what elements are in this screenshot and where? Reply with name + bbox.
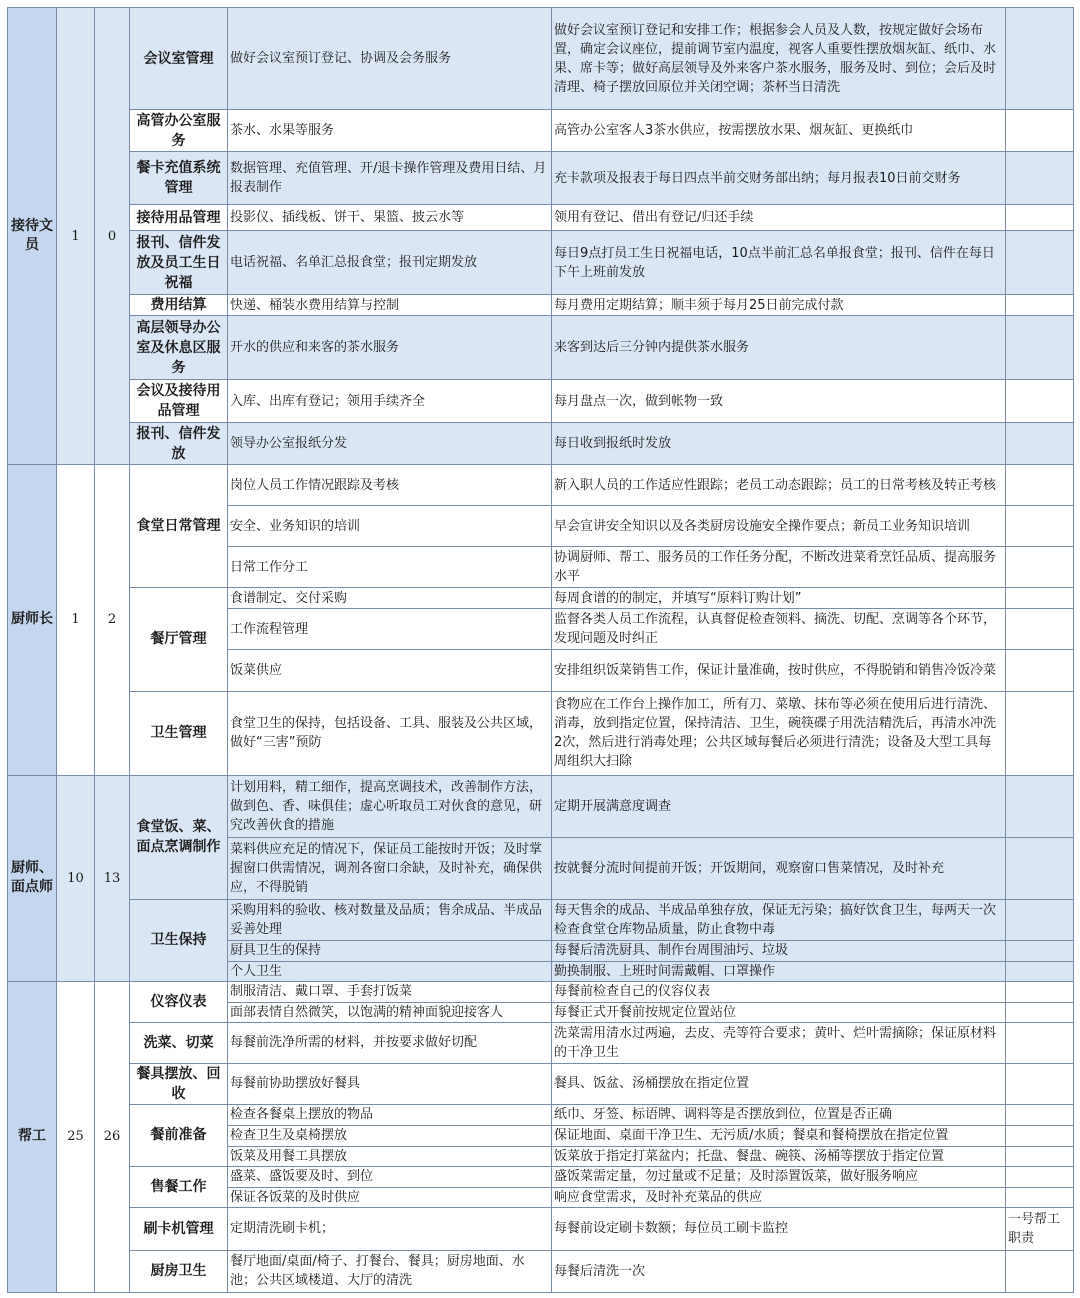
task-cell: 制服清洁、戴口罩、手套打饭菜 [228, 981, 552, 1002]
headcount-cell: 10 [57, 775, 95, 981]
note-cell [1006, 1002, 1074, 1022]
task-cell: 饭菜及用餐工具摆放 [228, 1146, 552, 1166]
category-cell: 接待用品管理 [130, 205, 228, 231]
category-cell: 报刊、信件发放及员工生日祝福 [130, 231, 228, 295]
requirement-cell: 监督各类人员工作流程，认真督促检查领料、摘洗、切配、烹调等各个环节，发现问题及时纠正 [552, 609, 1006, 650]
table-row [8, 1022, 1074, 1063]
table-row [8, 1063, 1074, 1104]
requirement-cell: 每餐后清洗一次 [552, 1250, 1006, 1292]
task-cell: 做好会议室预订登记、协调及会务服务 [228, 8, 552, 110]
requirement-cell: 高管办公室客人3茶水供应，按需摆放水果、烟灰缸、更换纸巾 [552, 110, 1006, 152]
note-cell [1006, 547, 1074, 588]
note-cell [1006, 110, 1074, 152]
requirement-cell: 来客到达后三分钟内提供茶水服务 [552, 316, 1006, 380]
requirement-cell: 安排组织饭菜销售工作，保证计量准确，按时供应，不得脱销和销售冷饭冷菜 [552, 650, 1006, 691]
category-cell: 售餐工作 [130, 1166, 228, 1207]
category-cell: 卫生管理 [130, 691, 228, 775]
role-cell: 厨师长 [8, 465, 57, 775]
note-cell [1006, 465, 1074, 506]
category-cell: 刷卡机管理 [130, 1207, 228, 1250]
requirement-cell: 领用有登记、借出有登记/归还手续 [552, 205, 1006, 231]
requirement-cell: 洗菜需用清水过两遍，去皮、壳等符合要求；黄叶、烂叶需摘除；保证原材料的干净卫生 [552, 1022, 1006, 1063]
table-row [8, 775, 1074, 837]
note-cell [1006, 1166, 1074, 1187]
note-cell [1006, 1146, 1074, 1166]
note-cell [1006, 775, 1074, 837]
task-cell: 每餐前协助摆放好餐具 [228, 1063, 552, 1104]
task-cell: 每餐前洗净所需的材料，并按要求做好切配 [228, 1022, 552, 1063]
task-cell: 保证各饭菜的及时供应 [228, 1187, 552, 1207]
requirement-cell: 每餐正式开餐前按规定位置站位 [552, 1002, 1006, 1022]
note-cell [1006, 961, 1074, 981]
requirement-cell: 每周食谱的的制定，并填写“原料订购计划” [552, 588, 1006, 609]
task-cell: 领导办公室报纸分发 [228, 423, 552, 465]
category-cell: 餐前准备 [130, 1104, 228, 1166]
table-row [8, 899, 1074, 940]
table-row [8, 295, 1074, 316]
note-cell [1006, 899, 1074, 940]
role-cell: 厨师、面点师 [8, 775, 57, 981]
requirement-cell: 定期开展满意度调查 [552, 775, 1006, 837]
note-cell [1006, 588, 1074, 609]
requirement-cell: 饭菜放于指定打菜盆内；托盘、餐盘、碗筷、汤桶等摆放于指定位置 [552, 1146, 1006, 1166]
task-cell: 菜料供应充足的情况下，保证员工能按时开饭；及时掌握窗口供需情况，调剂各窗口余缺，及时补充，确保供应，不得脱销 [228, 837, 552, 899]
headcount-cell: 1 [57, 465, 95, 775]
table-row [8, 423, 1074, 465]
task-cell: 计划用料，精工细作，提高烹调技术，改善制作方法，做到色、香、味俱佳；虚心听取员工对伙食的意见，研究改善伙食的措施 [228, 775, 552, 837]
task-cell: 餐厅地面/桌面/椅子、打餐台、餐具；厨房地面、水池；公共区域楼道、大厅的清洗 [228, 1250, 552, 1292]
table-row [8, 380, 1074, 423]
role-cell: 接待文员 [8, 8, 57, 465]
note-cell [1006, 1104, 1074, 1125]
requirement-cell: 协调厨师、帮工、服务员的工作任务分配，不断改进菜肴烹饪品质、提高服务水平 [552, 547, 1006, 588]
table-row [8, 1250, 1074, 1292]
task-cell: 盛菜、盛饭要及时、到位 [228, 1166, 552, 1187]
note-cell [1006, 295, 1074, 316]
note-cell [1006, 609, 1074, 650]
task-cell: 个人卫生 [228, 961, 552, 981]
note-cell [1006, 231, 1074, 295]
requirement-cell: 食物应在工作台上操作加工，所有刀、菜墩、抹布等必须在使用后进行清洗、消毒，放到指定位置，保持清洁、卫生，碗筷碟子用洗洁精洗后，再清水冲洗2次，然后进行消毒处理；公共区域每餐后必须进行清洗；设备及大型工具每周组织大扫除 [552, 691, 1006, 775]
task-cell: 日常工作分工 [228, 547, 552, 588]
role-cell: 帮工 [8, 981, 57, 1292]
task-cell: 食谱制定、交付采购 [228, 588, 552, 609]
note-cell [1006, 205, 1074, 231]
note-cell [1006, 940, 1074, 961]
task-cell: 工作流程管理 [228, 609, 552, 650]
task-cell: 食堂卫生的保持，包括设备、工具、服装及公共区域，做好“三害”预防 [228, 691, 552, 775]
note-cell [1006, 837, 1074, 899]
task-cell: 面部表情自然微笑，以饱满的精神面貌迎接客人 [228, 1002, 552, 1022]
requirement-cell: 做好会议室预订登记和安排工作；根据参会人员及人数，按规定做好会场布置，确定会议座位，提前调节室内温度，视客人重要性摆放烟灰缸、纸巾、水果、席卡等；做好高层领导及外来客户茶水服务，服务及时、到位；会后及时清理、椅子摆放回原位并关闭空调；茶杯当日清洗 [552, 8, 1006, 110]
category-cell: 餐卡充值系统管理 [130, 152, 228, 205]
task-cell: 厨具卫生的保持 [228, 940, 552, 961]
table-row [8, 231, 1074, 295]
requirement-cell: 每天售余的成品、半成品单独存放，保证无污染；搞好饮食卫生，每两天一次检查食堂仓库物品质量，防止食物中毒 [552, 899, 1006, 940]
requirement-cell: 保证地面、桌面干净卫生、无污质/水质；餐桌和餐椅摆放在指定位置 [552, 1125, 1006, 1146]
requirement-cell: 每月盘点一次，做到帐物一致 [552, 380, 1006, 423]
note-cell [1006, 650, 1074, 691]
note-cell [1006, 1187, 1074, 1207]
note-cell [1006, 8, 1074, 110]
note-cell: 一号帮工职责 [1006, 1207, 1074, 1250]
table-row [8, 8, 1074, 110]
note-cell [1006, 1125, 1074, 1146]
requirement-cell: 每餐前设定刷卡数额；每位员工刷卡监控 [552, 1207, 1006, 1250]
task-cell: 定期清洗刷卡机； [228, 1207, 552, 1250]
note-cell [1006, 423, 1074, 465]
table-row [8, 1166, 1074, 1187]
category-cell: 费用结算 [130, 295, 228, 316]
table-row [8, 110, 1074, 152]
headcount2-cell: 26 [95, 981, 130, 1292]
job-responsibility-table [7, 7, 1074, 1293]
table-row [8, 1207, 1074, 1250]
requirement-cell: 响应食堂需求，及时补充菜品的供应 [552, 1187, 1006, 1207]
note-cell [1006, 1022, 1074, 1063]
table-row [8, 981, 1074, 1002]
note-cell [1006, 981, 1074, 1002]
note-cell [1006, 1063, 1074, 1104]
table-row [8, 1104, 1074, 1125]
category-cell: 餐厅管理 [130, 588, 228, 691]
note-cell [1006, 691, 1074, 775]
task-cell: 快递、桶装水费用结算与控制 [228, 295, 552, 316]
note-cell [1006, 152, 1074, 205]
task-cell: 投影仪、插线板、饼干、果篮、披云水等 [228, 205, 552, 231]
category-cell: 高管办公室服务 [130, 110, 228, 152]
category-cell: 高层领导办公室及休息区服务 [130, 316, 228, 380]
category-cell: 会议及接待用品管理 [130, 380, 228, 423]
task-cell: 安全、业务知识的培训 [228, 506, 552, 547]
category-cell: 会议室管理 [130, 8, 228, 110]
category-cell: 餐具摆放、回收 [130, 1063, 228, 1104]
category-cell: 厨房卫生 [130, 1250, 228, 1292]
requirement-cell: 早会宣讲安全知识以及各类厨房设施安全操作要点；新员工业务知识培训 [552, 506, 1006, 547]
table-row [8, 588, 1074, 609]
requirement-cell: 纸巾、牙签、标语牌、调料等是否摆放到位，位置是否正确 [552, 1104, 1006, 1125]
task-cell: 饭菜供应 [228, 650, 552, 691]
task-cell: 开水的供应和来客的茶水服务 [228, 316, 552, 380]
table-row [8, 152, 1074, 205]
requirement-cell: 每月费用定期结算；顺丰须于每月25日前完成付款 [552, 295, 1006, 316]
table-row [8, 316, 1074, 380]
table-row [8, 691, 1074, 775]
category-cell: 卫生保持 [130, 899, 228, 981]
requirement-cell: 每餐前检查自己的仪容仪表 [552, 981, 1006, 1002]
requirement-cell: 每日9点打员工生日祝福电话，10点半前汇总名单报食堂；报刊、信件在每日下午上班前发放 [552, 231, 1006, 295]
headcount2-cell: 2 [95, 465, 130, 775]
requirement-cell: 按就餐分流时间提前开饭；开饭期间，观察窗口售菜情况，及时补充 [552, 837, 1006, 899]
note-cell [1006, 316, 1074, 380]
requirement-cell: 每餐后清洗厨具、制作台周围油圬、垃圾 [552, 940, 1006, 961]
table-row [8, 465, 1074, 506]
requirement-cell: 每日收到报纸时发放 [552, 423, 1006, 465]
task-cell: 检查各餐桌上摆放的物品 [228, 1104, 552, 1125]
headcount2-cell: 0 [95, 8, 130, 465]
task-cell: 检查卫生及桌椅摆放 [228, 1125, 552, 1146]
task-cell: 茶水、水果等服务 [228, 110, 552, 152]
requirement-cell: 新入职人员的工作适应性跟踪；老员工动态跟踪；员工的日常考核及转正考核 [552, 465, 1006, 506]
table-row [8, 205, 1074, 231]
note-cell [1006, 380, 1074, 423]
category-cell: 食堂饭、菜、面点烹调制作 [130, 775, 228, 899]
task-cell: 岗位人员工作情况跟踪及考核 [228, 465, 552, 506]
task-cell: 采购用料的验收、核对数量及品质；售余成品、半成品妥善处理 [228, 899, 552, 940]
task-cell: 入库、出库有登记；领用手续齐全 [228, 380, 552, 423]
requirement-cell: 盛饭菜需定量，勿过量或不足量；及时添置饭菜，做好服务响应 [552, 1166, 1006, 1187]
task-cell: 电话祝福、名单汇总报食堂；报刊定期发放 [228, 231, 552, 295]
category-cell: 食堂日常管理 [130, 465, 228, 588]
task-cell: 数据管理、充值管理、开/退卡操作管理及费用日结、月报表制作 [228, 152, 552, 205]
category-cell: 仪容仪表 [130, 981, 228, 1022]
requirement-cell: 勤换制服、上班时间需戴帽、口罩操作 [552, 961, 1006, 981]
note-cell [1006, 1250, 1074, 1292]
requirement-cell: 餐具、饭盆、汤桶摆放在指定位置 [552, 1063, 1006, 1104]
headcount2-cell: 13 [95, 775, 130, 981]
category-cell: 洗菜、切菜 [130, 1022, 228, 1063]
requirement-cell: 充卡款项及报表于每日四点半前交财务部出纳；每月报表10日前交财务 [552, 152, 1006, 205]
headcount-cell: 1 [57, 8, 95, 465]
note-cell [1006, 506, 1074, 547]
category-cell: 报刊、信件发放 [130, 423, 228, 465]
headcount-cell: 25 [57, 981, 95, 1292]
